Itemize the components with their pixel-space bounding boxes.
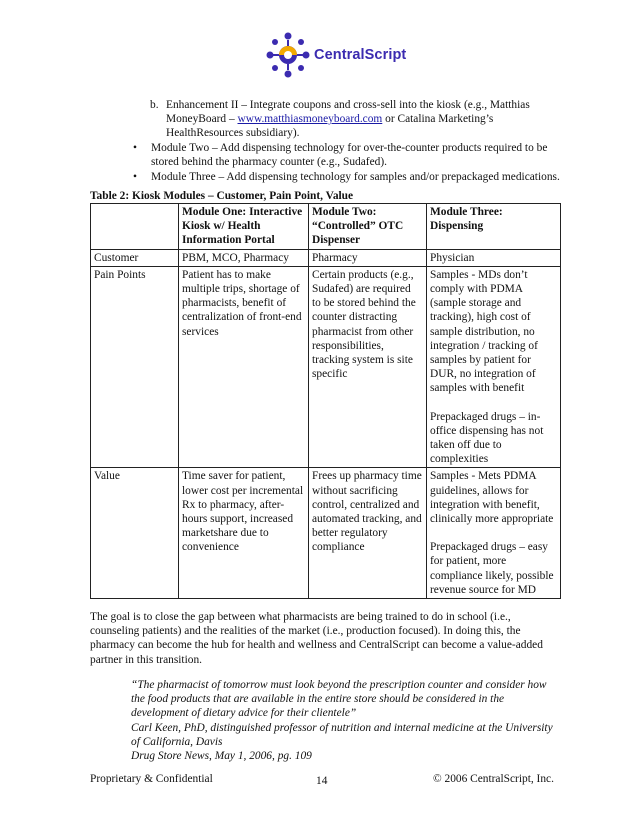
row-label: Value — [91, 468, 179, 599]
table-header-row — [91, 204, 561, 250]
header-cell-module-three: Module Three: Dispensing — [427, 204, 561, 250]
centralscript-logo — [262, 30, 407, 80]
table-cell: Frees up pharmacy time without sacrificing control, centralized and automated tracking, and better regulatory compliance — [309, 468, 427, 599]
table-cell: Patient has to make multiple trips, shortage of pharmacists, benefit of centralization of front-end services — [179, 266, 309, 468]
table-row-pain-points — [91, 266, 561, 468]
footer-copyright: © 2006 CentralScript, Inc. — [433, 773, 554, 785]
cell-paragraph: Samples - Mets PDMA guidelines, allows for integration with benefit, clinically more appropriate — [430, 470, 554, 526]
table-cell: Time saver for patient, lower cost per incremental Rx to pharmacy, after-hours support, increased marketshare due to convenience — [179, 468, 309, 599]
kiosk-modules-table — [90, 203, 561, 599]
table-cell: Certain products (e.g., Sudafed) are required to be stored behind the counter distracting pharmacist from other responsibilities, tracking system is site specific — [309, 266, 427, 468]
logo-text: CentralScript — [314, 47, 407, 63]
header-cell-empty — [91, 204, 179, 250]
table-cell: PBM, MCO, Pharmacy — [179, 249, 309, 266]
cell-paragraph: Samples - MDs don’t comply with PDMA (sample storage and tracking), high cost of sample distribution, no integration / tracking of samples by patient for DUR, no integration of samples with benefit — [430, 268, 538, 395]
quote-author: Carl Keen, PhD, distinguished professor of nutrition and internal medicine at the University of California, Davis — [131, 721, 553, 748]
blockquote — [131, 678, 561, 763]
cell-paragraph: Prepackaged drugs – in-office dispensing has not taken off due to complexities — [430, 410, 544, 466]
list-item-enhancement-ii — [150, 98, 565, 141]
bullet-icon: • — [133, 142, 137, 154]
list-marker: b. — [150, 99, 159, 111]
quote-text: “The pharmacist of tomorrow must look beyond the prescription counter and consider how the food products that are available in the entire store should be considered in the development of dietary advice for their clientele” — [131, 679, 547, 720]
bullet-text: Module Three – Add dispensing technology for samples and/or prepackaged medications. — [151, 171, 560, 183]
table-cell: Pharmacy — [309, 249, 427, 266]
quote-source: Drug Store News, May 1, 2006, pg. 109 — [131, 750, 312, 763]
list-item-text-cont: or Catalina Marketing’s HealthResources subsidiary). — [166, 113, 494, 140]
table-row-customer — [91, 249, 561, 266]
table-row-value — [91, 468, 561, 599]
row-label: Customer — [91, 249, 179, 266]
table-cell-module-three — [427, 266, 561, 468]
header-cell-module-one: Module One: Interactive Kiosk w/ Health Information Portal — [179, 204, 309, 250]
logo-mark-icon — [262, 30, 314, 80]
bullet-module-three — [133, 170, 573, 184]
header-cell-module-two: Module Two: “Controlled” OTC Dispenser — [309, 204, 427, 250]
list-item-text: Enhancement II – Integrate coupons and cross-sell into the kiosk (e.g., Matthias MoneyBoard – — [166, 99, 530, 126]
table-caption: Table 2: Kiosk Modules – Customer, Pain Point, Value — [90, 190, 354, 202]
body-paragraph: The goal is to close the gap between what pharmacists are being trained to do in school (i.e., counseling patients) and the realities of the market (i.e., production focused). In doing this, the pharmacy can become the hub for health and wellness and CentralScript can become a value-added partner in this transition. — [90, 611, 543, 666]
bullet-text: Module Two – Add dispensing technology for over-the-counter products required to be stored behind the pharmacy counter (e.g., Sudafed). — [151, 142, 548, 169]
page-number: 14 — [316, 775, 328, 787]
cell-paragraph: Prepackaged drugs – easy for patient, more compliance likely, possible revenue source for MD — [430, 541, 554, 596]
table-cell-module-three — [427, 468, 561, 599]
bullet-icon: • — [133, 171, 137, 183]
bullet-module-two — [133, 141, 573, 169]
table-cell: Physician — [427, 249, 561, 266]
footer-confidential: Proprietary & Confidential — [90, 773, 213, 785]
matthias-moneyboard-link[interactable]: www.matthiasmoneyboard.com — [237, 113, 383, 126]
row-label: Pain Points — [91, 266, 179, 468]
